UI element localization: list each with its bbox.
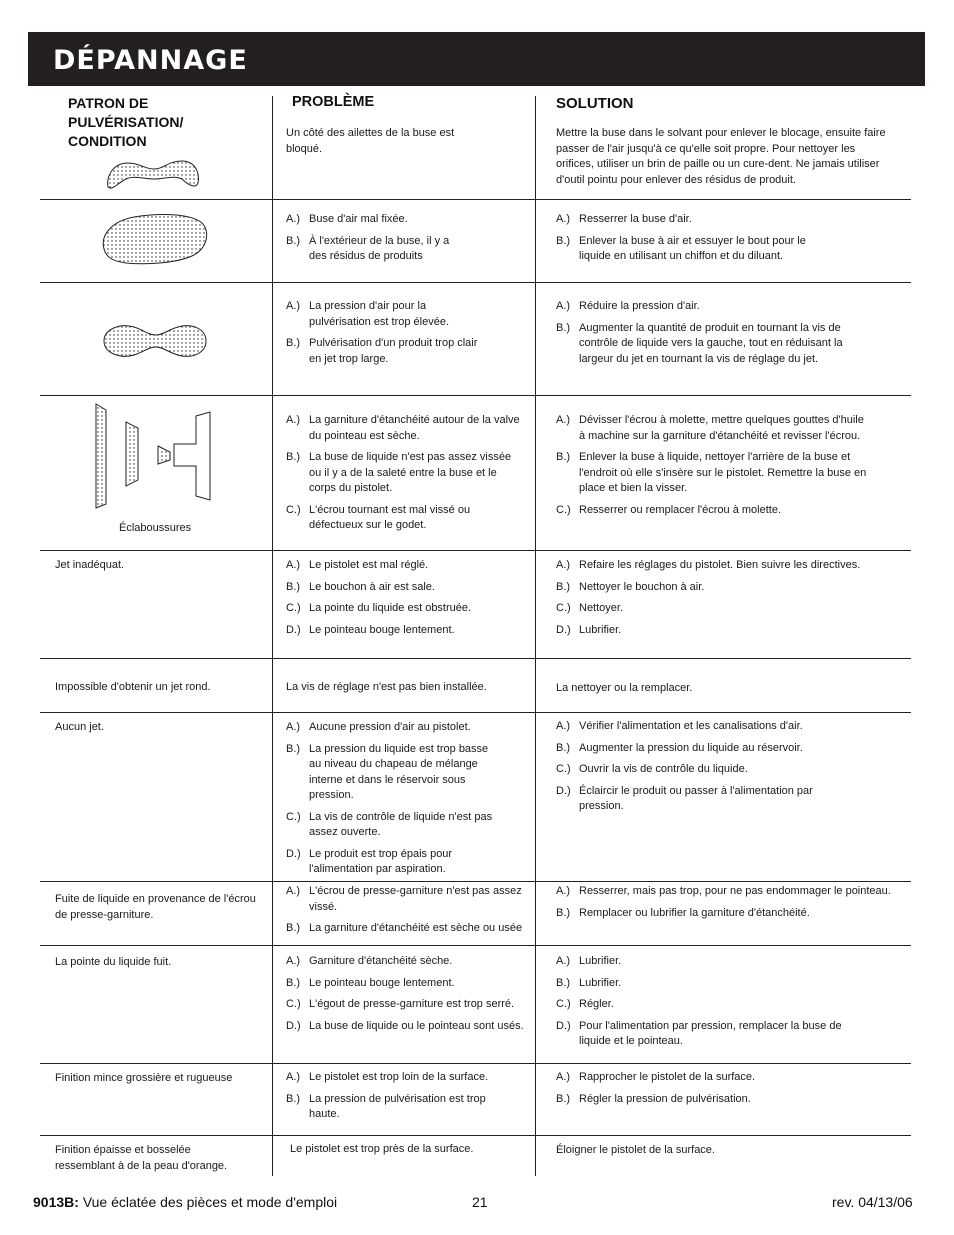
list-item: A.) Resserrer, mais pas trop, pour ne pas endommager le pointeau. (556, 885, 891, 897)
solution-text: Éloigner le pistolet de la surface. (556, 1144, 715, 1156)
solution-list (556, 884, 901, 927)
problem-list (286, 954, 526, 1040)
solution-list (556, 954, 846, 1056)
list-item: A.) La pression d'air pour la pulvérisation est trop élevée. (286, 300, 450, 328)
footer-doc-info (33, 1194, 337, 1210)
list-item: D.) Le produit est trop épais pour l'alimentation par aspiration. (286, 847, 453, 875)
row-divider (40, 1135, 911, 1136)
spray-pattern-split-icon (100, 321, 210, 361)
row-divider (40, 658, 911, 659)
spray-pattern-spitting-icon (92, 402, 216, 510)
problem-text: Un côté des ailettes de la buse est bloqué. (286, 127, 455, 155)
list-item: B.) Nettoyer le bouchon à air. (556, 580, 705, 593)
list-item: B.) Augmenter la pression du liquide au réservoir. (556, 741, 803, 754)
header-solution: SOLUTION (556, 95, 634, 112)
title-banner (28, 32, 925, 86)
row-divider (40, 550, 911, 551)
list-item: B.) La pression de pulvérisation est trop haute. (286, 1092, 486, 1120)
list-item: A.) Rapprocher le pistolet de la surface. (556, 1071, 756, 1083)
list-item: A.) Resserrer la buse d'air. (556, 213, 692, 225)
list-item: C.) La pointe du liquide est obstruée. (286, 602, 472, 614)
list-item: A.) Garniture d'étanchéité sèche. (286, 955, 453, 967)
column-divider-2 (535, 96, 536, 1176)
solution-list (556, 558, 886, 644)
list-item: B.) Remplacer ou lubrifier la garniture d'étanchéité. (556, 906, 810, 919)
row-divider (40, 1063, 911, 1064)
problem-text: La vis de réglage n'est pas bien installée. (286, 681, 487, 693)
list-item: A.) Refaire les réglages du pistolet. Bien suivre les directives. (556, 559, 861, 571)
list-item: A.) Buse d'air mal fixée. (286, 213, 408, 225)
list-item: C.) L'écrou tournant est mal vissé ou défectueux sur le godet. (286, 503, 471, 531)
row-divider (40, 945, 911, 946)
list-item: A.) La garniture d'étanchéité autour de la valve du pointeau est sèche. (286, 414, 520, 442)
problem-list (286, 299, 486, 373)
list-item: B.) La buse de liquide n'est pas assez vissée ou il y a de la saleté entre la buse et le corps du pistolet. (286, 451, 512, 494)
row-divider (40, 395, 911, 396)
list-item: C.) La vis de contrôle de liquide n'est pas assez ouverte. (286, 810, 493, 838)
condition-text: Aucun jet. (55, 721, 104, 733)
condition-text: Jet inadéquat. (55, 559, 125, 571)
list-item: B.) Le pointeau bouge lentement. (286, 976, 455, 989)
solution-list (556, 1070, 856, 1113)
revision-date: rev. 04/13/06 (832, 1194, 913, 1210)
list-item: B.) Enlever la buse à liquide, nettoyer l'arrière de la buse et l'endroit où elle s'insère sur le pistolet. Remettre la buse en place et bien la visser. (556, 451, 867, 494)
list-item: C.) Resserrer ou remplacer l'écrou à molette. (556, 503, 782, 516)
list-item: B.) Le bouchon à air est sale. (286, 580, 435, 593)
condition-text: La pointe du liquide fuit. (55, 956, 172, 968)
list-item: A.) L'écrou de presse-garniture n'est pas assez vissé. (286, 885, 522, 913)
condition-text: Finition mince grossière et rugueuse (55, 1072, 233, 1084)
list-item: C.) Ouvrir la vis de contrôle du liquide. (556, 763, 748, 775)
list-item: A.) Aucune pression d'air au pistolet. (286, 721, 471, 733)
list-item: B.) Augmenter la quantité de produit en tournant la vis de contrôle de liquide vers la gauche, tout en réduisant la largeur du jet en tournant la vis de réglage du jet. (556, 321, 843, 365)
problem-list (286, 413, 522, 540)
solution-text: La nettoyer ou la remplacer. (556, 682, 693, 694)
row-divider (40, 712, 911, 713)
problem-list (286, 720, 496, 884)
solution-list (556, 413, 872, 524)
row-divider (40, 199, 911, 200)
list-item: A.) Le pistolet est mal réglé. (286, 559, 429, 571)
list-item: B.) Pulvérisation d'un produit trop clair en jet trop large. (286, 337, 478, 365)
spray-pattern-crescent-icon (104, 157, 202, 193)
list-item: D.) Lubrifier. (556, 623, 622, 636)
list-item: A.) Réduire la pression d'air. (556, 300, 700, 312)
problem-text: Le pistolet est trop près de la surface. (290, 1143, 474, 1155)
solution-list (556, 299, 876, 373)
list-item: A.) Le pistolet est trop loin de la surface. (286, 1071, 489, 1083)
page-title: DÉPANNAGE (53, 45, 248, 76)
condition-text: Fuite de liquide en provenance de l'écrou de presse-garniture. (55, 893, 256, 921)
list-item: C.) Régler. (556, 998, 614, 1010)
condition-text: Finition épaisse et bosselée ressemblant à de la peau d'orange. (55, 1144, 228, 1172)
solution-list (556, 719, 856, 821)
footer-doc-title: Vue éclatée des pièces et mode d'emploi (82, 1194, 338, 1210)
list-item: D.) Le pointeau bouge lentement. (286, 623, 455, 636)
header-problem: PROBLÈME (292, 94, 375, 110)
solution-text: Mettre la buse dans le solvant pour enlever le blocage, ensuite faire passer de l'air jusqu'à ce qu'elle soit propre. Pour nettoyer les orifices, utiliser un brin de paille ou un cure-dent. Ne jamais utiliser d'outil pointu pour enlever des résidus de produit. (556, 127, 886, 186)
list-item: B.) La pression du liquide est trop basse au niveau du chapeau de mélange interne et dans le réservoir sous pression. (286, 742, 489, 801)
column-divider-1 (272, 96, 273, 1176)
list-item: B.) Régler la pression de pulvérisation. (556, 1092, 751, 1105)
page-number: 21 (472, 1194, 488, 1210)
list-item: B.) La garniture d'étanchéité est sèche ou usée (286, 922, 523, 934)
list-item: A.) Lubrifier. (556, 955, 622, 967)
list-item: B.) Lubrifier. (556, 976, 622, 989)
footer-model: 9013B: (33, 1194, 79, 1210)
list-item: B.) À l'extérieur de la buse, il y a des résidus de produits (286, 234, 450, 262)
list-item: D.) Pour l'alimentation par pression, remplacer la buse de liquide et le pointeau. (556, 1019, 842, 1047)
list-item: B.) Enlever la buse à air et essuyer le bout pour le liquide en utilisant un chiffon et du diluant. (556, 234, 806, 262)
condition-text: Éclaboussures (119, 522, 192, 534)
list-item: D.) La buse de liquide ou le pointeau sont usés. (286, 1019, 524, 1032)
problem-list (286, 884, 526, 943)
list-item: C.) L'égout de presse-garniture est trop serré. (286, 998, 515, 1010)
row-divider (40, 282, 911, 283)
list-item: A.) Dévisser l'écrou à molette, mettre quelques gouttes d'huile à machine sur la garniture d'étanchéité et revisser l'écrou. (556, 414, 864, 442)
list-item: D.) Éclaircir le produit ou passer à l'alimentation par pression. (556, 784, 813, 812)
spray-pattern-heavy-top-icon (98, 211, 212, 267)
problem-list (286, 212, 458, 271)
list-item: C.) Nettoyer. (556, 602, 624, 614)
condition-text: Impossible d'obtenir un jet rond. (55, 681, 211, 693)
list-item: A.) Vérifier l'alimentation et les canalisations d'air. (556, 720, 803, 732)
problem-list (286, 558, 522, 644)
solution-list (556, 212, 824, 271)
problem-list (286, 1070, 516, 1129)
header-condition: PATRON DE PULVÉRISATION/ CONDITION (68, 95, 184, 149)
